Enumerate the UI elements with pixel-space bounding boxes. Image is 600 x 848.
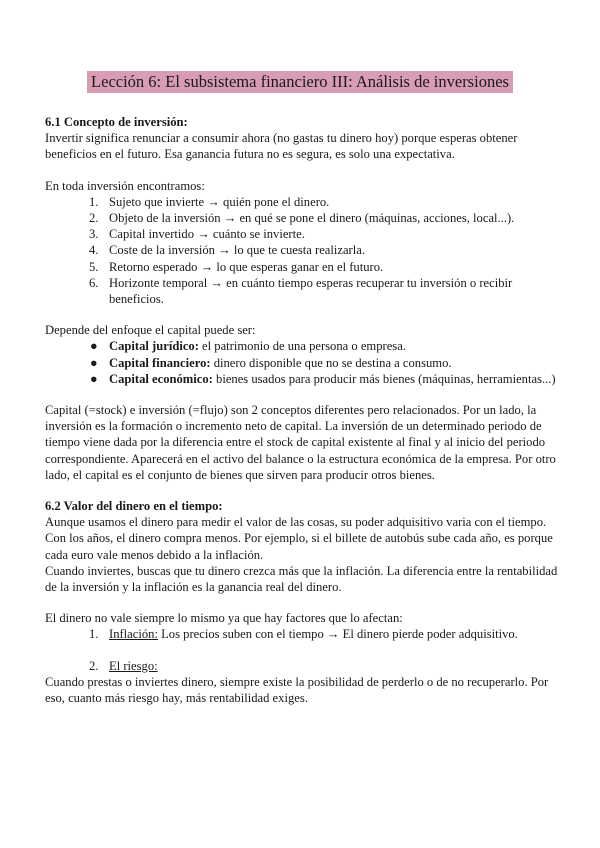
list-item: 5. Retorno esperado → lo que esperas ganar en el futuro. [89, 259, 384, 274]
section-6-2-p1: Aunque usamos el dinero para medir el valor de las cosas, su poder adquisitivo varia con el tiempo. [45, 515, 547, 530]
capital-investment-paragraph: Capital (=stock) e inversión (=flujo) son 2 conceptos diferentes pero relacionados. Por un lado, la inversión es la formación o incremento neto de capital. La inversión de un determinado periodo de tiempo viene dada por la diferencia entre el stock de capital existente al final y al inicio del periodo correspondiente. Aparecerá en el activo del balance o la estructura económica de la empresa. Por otro lado, el capital es el conjunto de bienes que sirven para producir otros bienes. [45, 403, 556, 482]
page-title: Lección 6: El subsistema financiero III: Análisis de inversiones [87, 71, 513, 93]
capital-intro: Depende del enfoque el capital puede ser: [45, 323, 256, 338]
list-item: 2. El riesgo: [89, 658, 158, 673]
factors-list-2 [45, 658, 561, 674]
list-item: ● Capital financiero: dinero disponible que no se destina a consumo. [90, 355, 452, 370]
list-item: 1. Sujeto que invierte → quién pone el dinero. [89, 194, 330, 209]
list-item: 6. Horizonte temporal → en cuánto tiempo esperas recuperar tu inversión o recibir beneficios. [89, 275, 513, 307]
section-heading-6-2: 6.2 Valor del dinero en el tiempo: [45, 499, 223, 514]
section-6-2-p3: Cuando inviertes, buscas que tu dinero crezca más que la inflación. La diferencia entre la rentabilidad de la inversión y la inflación es la ganancia real del dinero. [45, 563, 558, 595]
risk-paragraph: Cuando prestas o inviertes dinero, siempre existe la posibilidad de perderlo o de no recuperarlo. Por eso, cuanto más riesgo hay, más rentabilidad exiges. [45, 674, 549, 706]
list-item: 3. Capital invertido → cuánto se invierte. [89, 227, 305, 242]
section-heading-6-1: 6.1 Concepto de inversión: [45, 115, 188, 129]
list-item: ● Capital económico: bienes usados para producir más bienes (máquinas, herramientas...) [90, 371, 556, 386]
list-item: ● Capital jurídico: el patrimonio de una persona o empresa. [90, 339, 406, 354]
document-body [45, 114, 561, 706]
capital-types-list [45, 338, 561, 387]
list-item: 4. Coste de la inversión → lo que te cuesta realizarla. [89, 243, 365, 258]
list-item: 2. Objeto de la inversión → en qué se pone el dinero (máquinas, acciones, local...). [89, 211, 515, 226]
elements-intro: En toda inversión encontramos: [45, 178, 205, 193]
section-6-1-intro: Invertir significa renunciar a consumir ahora (no gastas tu dinero hoy) porque esperas obtener beneficios en el futuro. Esa ganancia futura no es segura, es solo una expectativa. [45, 131, 518, 162]
section-6-2-p2: Con los años, el dinero compra menos. Por ejemplo, si el billete de autobús sube cada año, es porque cada euro vale menos debido a la inflación. [45, 531, 553, 562]
factors-list [45, 626, 561, 642]
title-container [0, 71, 600, 93]
factors-intro: El dinero no vale siempre lo mismo ya que hay factores que lo afectan: [45, 611, 403, 626]
elements-list [45, 194, 561, 307]
list-item: 1. Inflación: Los precios suben con el tiempo → El dinero pierde poder adquisitivo. [89, 627, 518, 642]
